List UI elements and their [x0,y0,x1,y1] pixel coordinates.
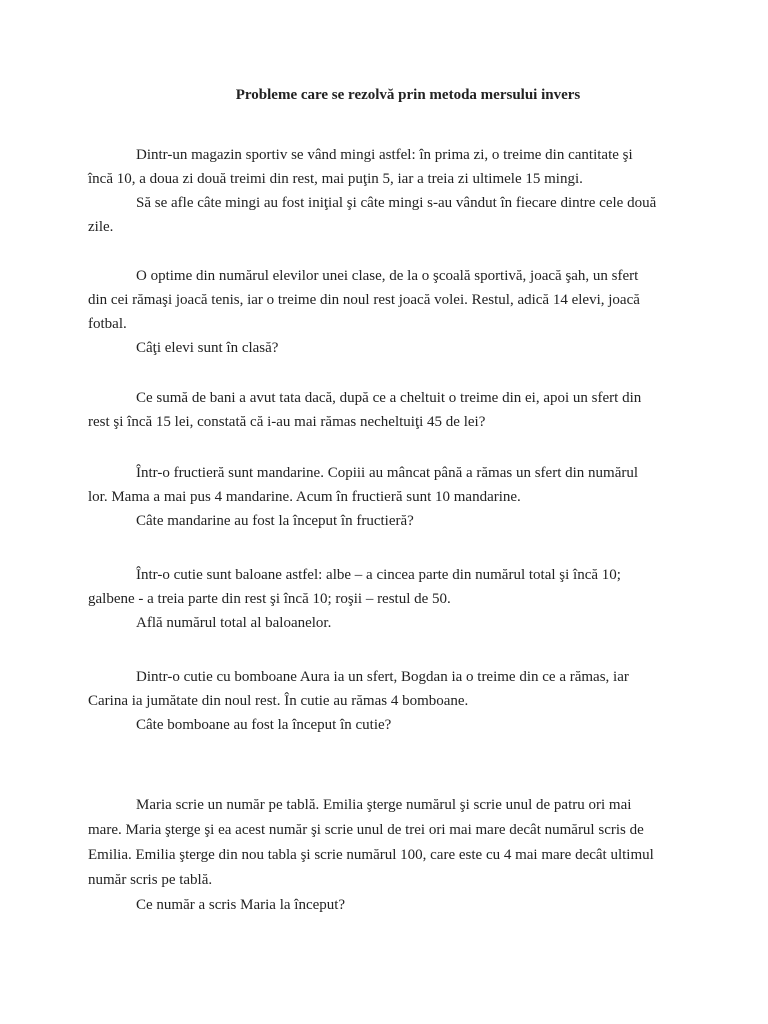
problem-question-line: Câte bomboane au fost la început în cutie? [136,717,392,733]
problem-text-line: lor. Mama a mai pus 4 mandarine. Acum în fructieră sunt 10 mandarine. [88,489,521,505]
problem-question-line: Câţi elevi sunt în clasă? [136,340,279,356]
problem-text-line: galbene - a treia parte din rest şi încă 10; roşii – restul de 50. [88,591,451,607]
problem-text-line: fotbal. [88,316,127,332]
problem-question-line: Află numărul total al baloanelor. [136,615,332,631]
problem-text-line: Ce sumă de bani a avut tata dacă, după ce a cheltuit o treime din ei, apoi un sfert din [136,390,642,406]
problem-text-line: Carina ia jumătate din noul rest. În cutie au rămas 4 bomboane. [88,693,469,709]
problem-text-line: număr scris pe tablă. [88,872,213,888]
problem-text-line: Dintr-un magazin sportiv se vând mingi astfel: în prima zi, o treime din cantitate şi [136,147,633,163]
problem-text-line: Dintr-o cutie cu bomboane Aura ia un sfert, Bogdan ia o treime din ce a rămas, iar [136,669,629,685]
problem-text-line: din cei rămaşi joacă tenis, iar o treime din noul rest joacă volei. Restul, adică 14 elevi, joacă [88,292,640,308]
problem-text-line: O optime din numărul elevilor unei clase, de la o şcoală sportivă, joacă şah, un sfert [136,268,639,284]
problem-text-line: mare. Maria şterge şi ea acest număr şi scrie unul de trei ori mai mare decât numărul scris de [88,822,644,838]
problem-text-line: încă 10, a doua zi două treimi din rest, mai puţin 5, iar a treia zi ultimele 15 mingi. [88,171,583,187]
document-title: Probleme care se rezolvă prin metoda mersului invers [235,87,581,103]
problem-text-line: Emilia. Emilia şterge din nou tabla şi scrie numărul 100, care este cu 4 mai mare decât ultimul [88,847,654,863]
problem-question-line: Ce număr a scris Maria la început? [136,897,346,913]
problem-text-line: rest şi încă 15 lei, constată că i-au mai rămas necheltuiţi 45 de lei? [88,414,486,430]
problem-text-line: Într-o cutie sunt baloane astfel: albe – a cincea parte din numărul total şi încă 10; [136,567,621,583]
problem-question-line: Câte mandarine au fost la început în fructieră? [136,513,414,529]
problem-question-line: Să se afle câte mingi au fost iniţial şi câte mingi s-au vândut în fiecare dintre cele două [136,195,657,211]
problem-text-line: Într-o fructieră sunt mandarine. Copiii au mâncat până a rămas un sfert din numărul [136,465,639,481]
problem-text-line: Maria scrie un număr pe tablă. Emilia şterge numărul şi scrie unul de patru ori mai [136,797,632,813]
problem-question-line: zile. [88,219,114,235]
